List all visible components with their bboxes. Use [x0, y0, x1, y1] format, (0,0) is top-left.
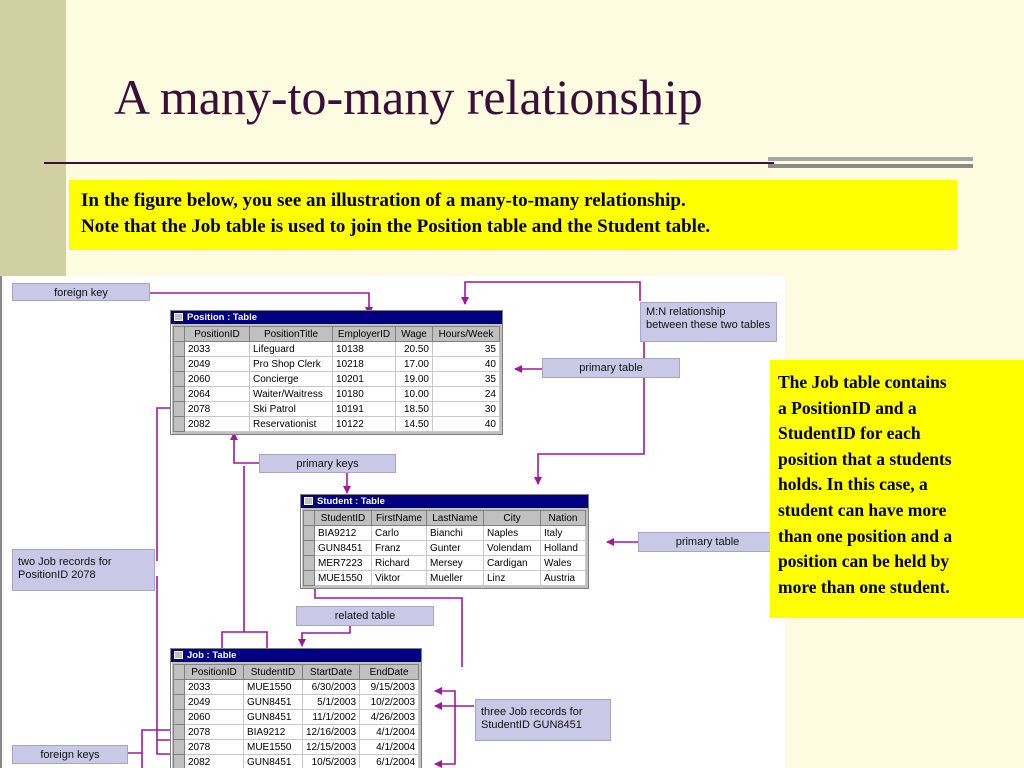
- table-row[interactable]: [174, 680, 419, 695]
- table-cell[interactable]: 11/1/2002: [303, 710, 360, 725]
- table-cell[interactable]: Mueller: [427, 571, 484, 586]
- table-cell[interactable]: 10180: [333, 387, 396, 402]
- table-cell[interactable]: Italy: [541, 526, 586, 541]
- table-cell[interactable]: 9/15/2003: [360, 680, 419, 695]
- callout-primary-table-position: primary table: [542, 358, 680, 378]
- student-table-titlebar: [301, 495, 588, 508]
- table-cell[interactable]: 2033: [185, 342, 250, 357]
- table-cell[interactable]: 10138: [333, 342, 396, 357]
- table-cell[interactable]: GUN8451: [244, 695, 303, 710]
- callout-related-table: related table: [296, 606, 434, 626]
- column-header[interactable]: EmployerID: [333, 327, 396, 342]
- column-header[interactable]: PositionTitle: [250, 327, 333, 342]
- column-header[interactable]: Nation: [541, 511, 586, 526]
- title-decoration: [768, 157, 973, 177]
- side-note-line: student can have more: [778, 499, 947, 520]
- table-cell[interactable]: Concierge: [250, 372, 333, 387]
- callout-three-job-line: StudentID GUN8451: [481, 719, 582, 731]
- job-table-body: [174, 680, 419, 768]
- table-icon: [304, 497, 313, 505]
- side-note-line: position that a students: [778, 448, 952, 469]
- table-cell[interactable]: 2049: [185, 695, 244, 710]
- column-header[interactable]: StudentID: [244, 665, 303, 680]
- callout-three-job-records: [475, 699, 611, 741]
- row-selector[interactable]: [174, 357, 185, 372]
- table-cell[interactable]: BIA9212: [315, 526, 372, 541]
- table-cell[interactable]: Naples: [484, 526, 541, 541]
- job-table-window: [170, 648, 422, 768]
- student-table-body: [304, 526, 586, 586]
- connector-job-keys-bracket: [222, 632, 267, 649]
- table-cell[interactable]: 6/1/2004: [360, 755, 419, 768]
- row-selector[interactable]: [174, 372, 185, 387]
- row-selector[interactable]: [174, 725, 185, 740]
- column-header[interactable]: City: [484, 511, 541, 526]
- position-table: [173, 326, 500, 432]
- callout-mn-line: between these two tables: [646, 319, 771, 331]
- column-header[interactable]: EndDate: [360, 665, 419, 680]
- table-icon: [174, 651, 183, 659]
- row-selector[interactable]: [174, 740, 185, 755]
- table-cell[interactable]: Lifeguard: [250, 342, 333, 357]
- table-cell[interactable]: 20.50: [396, 342, 433, 357]
- row-selector[interactable]: [304, 556, 315, 571]
- table-cell[interactable]: 10.00: [396, 387, 433, 402]
- job-table-title: Job : Table: [187, 650, 237, 661]
- table-row[interactable]: [304, 571, 586, 586]
- table-row[interactable]: [174, 402, 500, 417]
- table-cell[interactable]: 2078: [185, 402, 250, 417]
- table-cell[interactable]: MER7223: [315, 556, 372, 571]
- table-cell[interactable]: BIA9212: [244, 725, 303, 740]
- table-cell[interactable]: 10122: [333, 417, 396, 432]
- column-header[interactable]: Wage: [396, 327, 433, 342]
- callout-primary-table-student: primary table: [638, 532, 777, 552]
- column-header[interactable]: PositionID: [185, 665, 244, 680]
- position-table-title: Position : Table: [187, 312, 258, 323]
- table-row[interactable]: [174, 695, 419, 710]
- column-header[interactable]: PositionID: [185, 327, 250, 342]
- table-cell[interactable]: MUE1550: [315, 571, 372, 586]
- table-cell[interactable]: 2060: [185, 710, 244, 725]
- row-selector-header: [174, 665, 185, 680]
- table-row[interactable]: [174, 342, 500, 357]
- table-cell[interactable]: GUN8451: [244, 755, 303, 768]
- slide-title: A many-to-many relationship: [114, 69, 703, 125]
- table-cell[interactable]: 4/26/2003: [360, 710, 419, 725]
- table-cell[interactable]: 2033: [185, 680, 244, 695]
- connector-pk-position: [234, 433, 259, 463]
- table-cell[interactable]: 2082: [185, 755, 244, 768]
- table-row[interactable]: [174, 725, 419, 740]
- callout-three-job-line: three Job records for: [481, 706, 583, 718]
- callout-mn-line: M:N relationship: [646, 306, 726, 318]
- side-note-line: more than one student.: [778, 576, 950, 597]
- row-selector[interactable]: [174, 695, 185, 710]
- row-selector[interactable]: [174, 680, 185, 695]
- side-note-line: a PositionID and a: [778, 397, 917, 418]
- table-cell[interactable]: Pro Shop Clerk: [250, 357, 333, 372]
- row-selector-header: [174, 327, 185, 342]
- table-row[interactable]: [174, 710, 419, 725]
- table-cell[interactable]: Mersey: [427, 556, 484, 571]
- side-note-line: StudentID for each: [778, 423, 921, 444]
- row-selector[interactable]: [174, 342, 185, 357]
- table-cell[interactable]: 10218: [333, 357, 396, 372]
- table-cell[interactable]: 10/5/2003: [303, 755, 360, 768]
- connector-three-records-a: [435, 691, 474, 706]
- callout-foreign-keys: foreign keys: [12, 745, 128, 764]
- table-row[interactable]: [174, 372, 500, 387]
- table-cell[interactable]: Gunter: [427, 541, 484, 556]
- position-table-window: [170, 310, 503, 435]
- table-cell[interactable]: 40: [433, 417, 500, 432]
- side-note-line: The Job table contains: [778, 372, 947, 392]
- callout-mn-relationship: [640, 302, 777, 342]
- table-cell[interactable]: 17.00: [396, 357, 433, 372]
- table-cell[interactable]: 2082: [185, 417, 250, 432]
- side-note-line: holds. In this case, a: [778, 474, 928, 495]
- table-cell[interactable]: Wales: [541, 556, 586, 571]
- connector-three-records-c: [435, 706, 455, 764]
- table-cell[interactable]: 10201: [333, 372, 396, 387]
- table-cell[interactable]: Bianchi: [427, 526, 484, 541]
- callout-foreign-key: foreign key: [12, 283, 150, 301]
- row-selector[interactable]: [304, 541, 315, 556]
- table-cell[interactable]: 4/1/2004: [360, 725, 419, 740]
- side-note-box: [770, 360, 1024, 618]
- table-cell[interactable]: 6/30/2003: [303, 680, 360, 695]
- column-header[interactable]: Hours/Week: [433, 327, 500, 342]
- title-underline: [44, 162, 774, 164]
- table-cell[interactable]: 4/1/2004: [360, 740, 419, 755]
- table-row[interactable]: [174, 387, 500, 402]
- table-cell[interactable]: Linz: [484, 571, 541, 586]
- table-cell[interactable]: 10/2/2003: [360, 695, 419, 710]
- connector-mn-position: [465, 282, 640, 304]
- table-cell[interactable]: GUN8451: [244, 710, 303, 725]
- table-cell[interactable]: 10191: [333, 402, 396, 417]
- intro-box: [69, 180, 957, 250]
- column-header[interactable]: FirstName: [372, 511, 427, 526]
- row-selector[interactable]: [304, 526, 315, 541]
- table-row[interactable]: [304, 556, 586, 571]
- table-cell[interactable]: 35: [433, 372, 500, 387]
- row-selector-header: [304, 511, 315, 526]
- table-cell[interactable]: Richard: [372, 556, 427, 571]
- callout-two-job-line: PositionID 2078: [18, 569, 96, 581]
- table-cell[interactable]: Carlo: [372, 526, 427, 541]
- position-table-titlebar: [171, 311, 502, 324]
- table-cell[interactable]: 2064: [185, 387, 250, 402]
- table-cell[interactable]: Holland: [541, 541, 586, 556]
- table-cell[interactable]: 35: [433, 342, 500, 357]
- column-header[interactable]: StartDate: [303, 665, 360, 680]
- table-cell[interactable]: 2049: [185, 357, 250, 372]
- callout-two-job-line: two Job records for: [18, 556, 112, 568]
- table-cell[interactable]: Cardigan: [484, 556, 541, 571]
- side-note-line: position can be held by: [778, 551, 950, 572]
- column-header[interactable]: StudentID: [315, 511, 372, 526]
- table-cell[interactable]: GUN8451: [315, 541, 372, 556]
- position-table-body: [174, 342, 500, 432]
- table-cell[interactable]: 5/1/2003: [303, 695, 360, 710]
- table-cell[interactable]: 2078: [185, 740, 244, 755]
- side-note-line: than one position and a: [778, 525, 953, 546]
- row-selector[interactable]: [174, 387, 185, 402]
- table-row[interactable]: [174, 417, 500, 432]
- connector-related-table: [302, 625, 350, 646]
- student-table-title: Student : Table: [317, 496, 385, 507]
- intro-line: In the figure below, you see an illustration of a many-to-many relationship.: [81, 190, 686, 211]
- table-cell[interactable]: 18.50: [396, 402, 433, 417]
- table-icon: [174, 313, 183, 321]
- table-row[interactable]: [304, 541, 586, 556]
- table-row[interactable]: [174, 755, 419, 768]
- table-cell[interactable]: MUE1550: [244, 680, 303, 695]
- callout-two-job-records: [12, 549, 155, 591]
- table-cell[interactable]: Franz: [372, 541, 427, 556]
- row-selector[interactable]: [174, 710, 185, 725]
- table-cell[interactable]: 40: [433, 357, 500, 372]
- table-cell[interactable]: 12/16/2003: [303, 725, 360, 740]
- table-cell[interactable]: 12/15/2003: [303, 740, 360, 755]
- table-row[interactable]: [174, 357, 500, 372]
- table-cell[interactable]: 19.00: [396, 372, 433, 387]
- table-cell[interactable]: Viktor: [372, 571, 427, 586]
- table-cell[interactable]: Reservationist: [250, 417, 333, 432]
- table-cell[interactable]: Waiter/Waitress: [250, 387, 333, 402]
- row-selector[interactable]: [174, 402, 185, 417]
- row-selector[interactable]: [174, 755, 185, 768]
- table-cell[interactable]: Austria: [541, 571, 586, 586]
- table-cell[interactable]: Volendam: [484, 541, 541, 556]
- intro-line: Note that the Job table is used to join the Position table and the Student table.: [81, 216, 711, 237]
- job-table: [173, 664, 419, 768]
- row-selector[interactable]: [174, 417, 185, 432]
- table-row[interactable]: [174, 740, 419, 755]
- student-table: [303, 510, 586, 586]
- table-cell[interactable]: Ski Patrol: [250, 402, 333, 417]
- table-cell[interactable]: 14.50: [396, 417, 433, 432]
- relationship-figure: [0, 276, 785, 768]
- table-cell[interactable]: 2078: [185, 725, 244, 740]
- student-table-window: [300, 494, 589, 589]
- table-cell[interactable]: MUE1550: [244, 740, 303, 755]
- job-table-titlebar: [171, 649, 421, 662]
- row-selector[interactable]: [304, 571, 315, 586]
- table-row[interactable]: [304, 526, 586, 541]
- column-header[interactable]: LastName: [427, 511, 484, 526]
- connector-mn-student: [538, 332, 644, 484]
- table-cell[interactable]: 30: [433, 402, 500, 417]
- callout-primary-keys: primary keys: [259, 454, 396, 473]
- table-cell[interactable]: 2060: [185, 372, 250, 387]
- table-cell[interactable]: 24: [433, 387, 500, 402]
